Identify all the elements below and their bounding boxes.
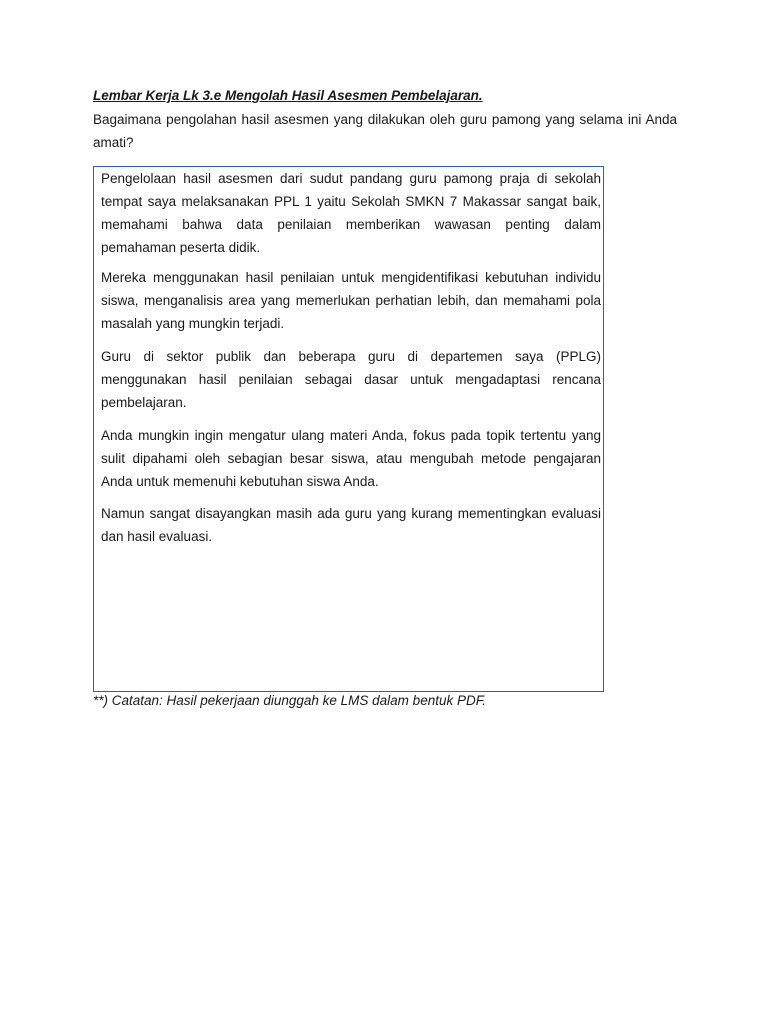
- submission-note: **) Catatan: Hasil pekerjaan diunggah ke LMS dalam bentuk PDF.: [93, 693, 486, 708]
- answer-paragraph: Guru di sektor publik dan beberapa guru di departemen saya (PPLG) menggunakan hasil penilaian sebagai dasar untuk mengadaptasi rencana pembelajaran.: [101, 349, 601, 410]
- worksheet-title: Lembar Kerja Lk 3.e Mengolah Hasil Asesmen Pembelajaran.: [93, 88, 483, 103]
- answer-paragraph: Anda mungkin ingin mengatur ulang materi Anda, fokus pada topik tertentu yang sulit dipahami oleh sebagian besar siswa, atau mengubah metode pengajaran Anda untuk memenuhi kebutuhan siswa Anda.: [101, 428, 601, 489]
- worksheet-question: Bagaimana pengolahan hasil asesmen yang dilakukan oleh guru pamong yang selama ini Anda amati?: [93, 112, 677, 150]
- answer-box: [93, 166, 604, 692]
- answer-paragraph: Mereka menggunakan hasil penilaian untuk mengidentifikasi kebutuhan individu siswa, menganalisis area yang memerlukan perhatian lebih, dan memahami pola masalah yang mungkin terjadi.: [101, 270, 601, 331]
- answer-paragraph: Namun sangat disayangkan masih ada guru yang kurang mementingkan evaluasi dan hasil evaluasi.: [101, 506, 601, 544]
- answer-paragraph: Pengelolaan hasil asesmen dari sudut pandang guru pamong praja di sekolah tempat saya melaksanakan PPL 1 yaitu Sekolah SMKN 7 Makassar sangat baik, memahami bahwa data penilaian memberikan wawasan penting dalam pemahaman peserta didik.: [101, 171, 601, 255]
